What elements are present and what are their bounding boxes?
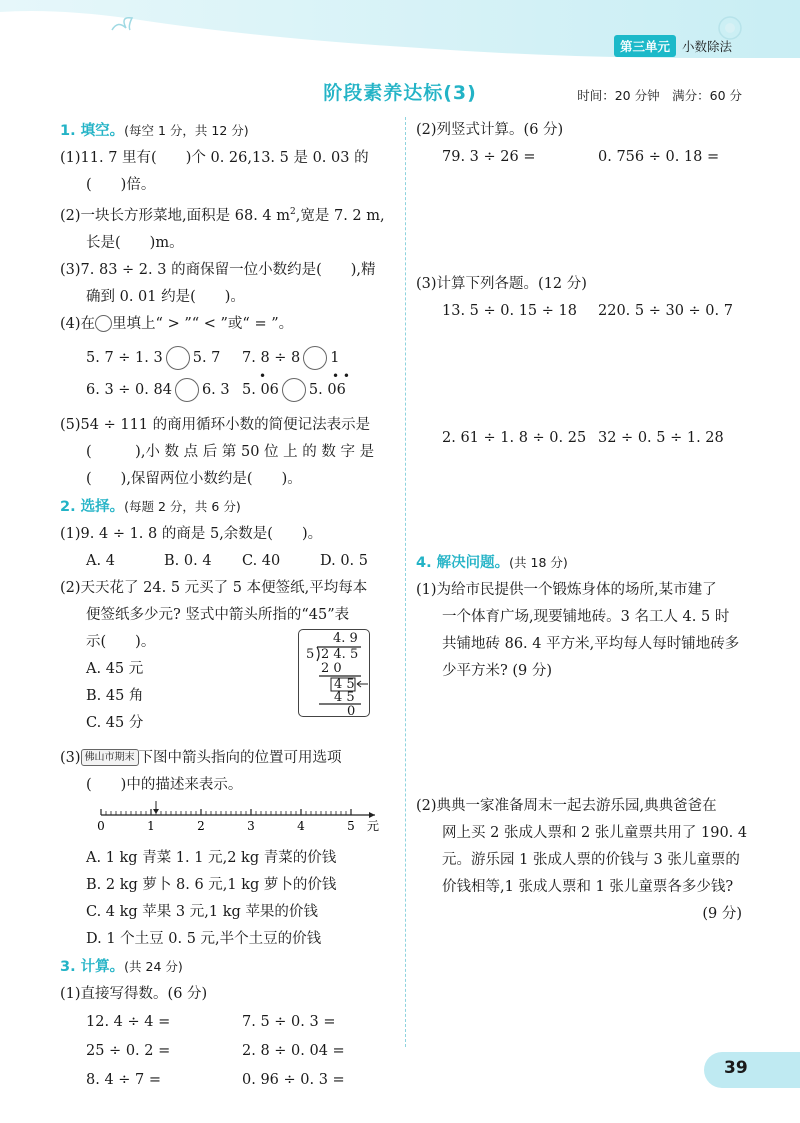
answer-circle[interactable] [282, 378, 306, 402]
page-title: 阶段素养达标(3) [323, 82, 477, 104]
oral-calc-item: 0. 96 ÷ 0. 3 = [242, 1071, 345, 1088]
option[interactable]: C. 45 分 [86, 714, 144, 731]
column-divider [405, 117, 406, 1047]
s2-q2-body [60, 629, 398, 737]
repeating-dot-icon: • [259, 368, 267, 383]
s1-q5-line3: ( ),保留两位小数约是( )。 [86, 470, 302, 487]
number-line-svg [96, 801, 396, 845]
oral-calc-item: 7. 5 ÷ 0. 3 = [242, 1013, 336, 1030]
s1-q4-text-b: 里填上“ > ”“ < ”或“ = ”。 [112, 315, 294, 332]
page-number-tab [704, 1052, 800, 1088]
compare-right: 5. 7 [192, 349, 221, 366]
division-remainder-45: 4 5 [334, 676, 355, 692]
division-subtract-1: 2 0 [321, 660, 342, 676]
section-1-title: 1. 填空。 [60, 123, 125, 139]
option[interactable]: A. 45 元 [86, 660, 144, 677]
s2-q3-number: (3) [60, 749, 81, 766]
section-3-header [60, 953, 398, 981]
option[interactable]: D. 1 个土豆 0. 5 元,半个土豆的价钱 [86, 930, 322, 947]
vertical-calc-item: 0. 756 ÷ 0. 18 = [598, 149, 720, 165]
axis-arrow-icon [369, 812, 375, 818]
division-dividend: 2 4. 5 [321, 646, 359, 662]
s3-part2-grid [416, 144, 754, 171]
page-number: 39 [724, 1058, 748, 1078]
option[interactable]: C. 40 [242, 552, 281, 569]
s2-q1-line: (1)9. 4 ÷ 1. 8 的商是 5,余数是( )。 [60, 525, 323, 542]
s2-q2-line1: (2)天天花了 24. 5 元买了 5 本便签纸,平均每本 [60, 579, 368, 596]
answer-circle[interactable] [303, 346, 327, 370]
answer-space[interactable] [416, 685, 754, 793]
compare-left: 6. 3 ÷ 0. 84 [86, 381, 172, 398]
s1-q1-line2: ( )倍。 [86, 177, 156, 193]
s4-q1-line2: 一个体育广场,现要铺地砖。3 名工人 4. 5 时 [442, 609, 730, 625]
compare-item [86, 342, 242, 374]
division-divisor: 5 [306, 646, 315, 662]
s1-q1-line1: (1)11. 7 里有( )个 0. 26,13. 5 是 0. 03 的 [60, 150, 369, 166]
compare-right: 1 [330, 349, 340, 366]
axis-unit-label: 元 [366, 818, 380, 833]
axis-tick-label: 1 [147, 818, 155, 833]
compare-item [242, 368, 398, 406]
s1-q2-line2: 长是( )m。 [86, 234, 184, 251]
answer-space[interactable] [416, 452, 754, 549]
s4-q1-line4: 少平方米? (9 分) [442, 663, 553, 679]
axis-tick-label: 0 [97, 818, 105, 833]
axis-tick-label: 5 [347, 818, 355, 833]
pointer-arrow-icon [153, 809, 159, 814]
s4-q2-score: (9 分) [702, 906, 742, 922]
section-1-header [60, 117, 398, 145]
option[interactable]: B. 0. 4 [164, 552, 212, 569]
answer-space[interactable] [416, 325, 754, 425]
s2-q3-line2: ( )中的描述来表示。 [86, 776, 243, 793]
s1-q5-line1: (5)54 ÷ 111 的商用循环小数的简便记法表示是 [60, 416, 371, 433]
s4-q2-line2: 网上买 2 张成人票和 2 张儿童票共用了 190. 4 [442, 825, 748, 841]
long-division-box [298, 629, 370, 717]
section-4-title: 4. 解决问题。 [416, 555, 510, 571]
s1-q3-line2: 确到 0. 01 约是( )。 [86, 288, 245, 305]
number-line [60, 801, 398, 845]
option[interactable]: A. 1 kg 青菜 1. 1 元,2 kg 青菜的价钱 [86, 849, 337, 866]
s1-q5-line2: ( ),小 数 点 后 第 50 位 上 的 数 字 是 [86, 443, 375, 460]
option[interactable]: C. 4 kg 苹果 3 元,1 kg 苹果的价钱 [86, 903, 318, 920]
option[interactable]: A. 4 [86, 552, 115, 569]
s1-q2-text-a: (2)一块长方形菜地,面积是 68. 4 m [60, 207, 291, 224]
compare-right: 5. 06 [308, 381, 346, 398]
axis-tick-label: 3 [247, 818, 255, 833]
calc-item: 2. 61 ÷ 1. 8 ÷ 0. 25 [442, 430, 587, 446]
time-info: 时间：20 分钟 满分：60 分 [577, 88, 742, 103]
calc-item: 32 ÷ 0. 5 ÷ 1. 28 [598, 430, 724, 446]
section-4-header [416, 549, 754, 577]
s4-q1-line1: (1)为给市民提供一个锻炼身体的场所,某市建了 [416, 582, 717, 598]
section-4-note: (共 18 分) [509, 555, 568, 570]
option[interactable]: D. 0. 5 [320, 552, 368, 569]
compare-left: 5. 06 [242, 381, 279, 398]
s4-q2-line3: 元。游乐园 1 张成人票的价钱与 3 张儿童票的 [442, 852, 740, 868]
axis-tick-label: 4 [297, 818, 305, 833]
compare-left: 7. 8 ÷ 8 [242, 349, 301, 366]
s2-q2-line2: 便签纸多少元? 竖式中箭头所指的“45”表 [86, 606, 350, 623]
s3-part3-title: (3)计算下列各题。(12 分) [416, 276, 587, 292]
s3-part1-grid [60, 1008, 398, 1095]
answer-circle-icon [95, 315, 112, 332]
s3-part3-row2 [416, 425, 754, 452]
axis-tick-label: 2 [197, 818, 205, 833]
s4-q2-line1: (2)典典一家准备周末一起去游乐园,典典爸爸在 [416, 798, 717, 814]
compare-left: 5. 7 ÷ 1. 3 [86, 349, 163, 366]
s3-part2-title: (2)列竖式计算。(6 分) [416, 122, 564, 138]
vertical-calc-item: 79. 3 ÷ 26 = [442, 149, 536, 165]
s2-q3-line1 [60, 745, 398, 772]
answer-circle[interactable] [166, 346, 190, 370]
answer-space[interactable] [416, 171, 754, 271]
s2-q1-options [60, 548, 398, 575]
oral-calc-item: 8. 4 ÷ 7 = [86, 1071, 162, 1088]
s3-part1-title: (1)直接写得数。(6 分) [60, 985, 208, 1002]
option[interactable]: B. 45 角 [86, 687, 144, 704]
calc-item: 220. 5 ÷ 30 ÷ 0. 7 [598, 303, 733, 319]
oral-calc-item: 2. 8 ÷ 0. 04 = [242, 1042, 345, 1059]
repeating-dots-icon: • • [332, 368, 350, 383]
division-quotient: 4. 9 [333, 630, 358, 646]
s1-q2-text-b: ,宽是 7. 2 m, [295, 207, 385, 224]
oral-calc-item: 12. 4 ÷ 4 = [86, 1013, 171, 1030]
s2-q3-text: 下图中箭头指向的位置可用选项 [138, 749, 342, 766]
calc-item: 13. 5 ÷ 0. 15 ÷ 18 [442, 303, 577, 319]
s4-q1-line3: 共铺地砖 86. 4 平方米,平均每人每时铺地砖多 [442, 636, 740, 652]
division-subtract-2: 4 5 [334, 689, 355, 705]
section-2-title: 2. 选择。 [60, 498, 125, 515]
unit-label: 第三单元 [614, 35, 676, 57]
oral-calc-item: 25 ÷ 0. 2 = [86, 1042, 171, 1059]
unit-tab [614, 35, 732, 57]
unit-topic: 小数除法 [681, 39, 732, 54]
compare-right: 6. 3 [201, 381, 230, 398]
s1-q2-line1 [60, 199, 398, 230]
s1-q4-compare-grid [60, 342, 398, 406]
s1-q3-line1: (3)7. 83 ÷ 2. 3 的商保留一位小数约是( ),精 [60, 261, 376, 278]
s1-q2-superscript: 2 [290, 207, 296, 217]
s4-q2-line4: 价钱相等,1 张成人票和 1 张儿童票各多少钱? [442, 879, 734, 895]
left-column [60, 117, 398, 1095]
compare-item [86, 374, 242, 406]
section-2-header [60, 493, 398, 521]
right-column [416, 117, 754, 928]
s1-q4-line [60, 311, 398, 338]
section-1-note: (每空 1 分，共 12 分) [124, 123, 249, 138]
answer-circle[interactable] [175, 378, 199, 402]
s1-q4-text-a: (4)在 [60, 315, 96, 332]
s3-part3-row1 [416, 298, 754, 325]
section-3-note: (共 24 分) [124, 958, 183, 974]
division-final: 0 [347, 703, 356, 719]
section-3-title: 3. 计算。 [60, 958, 125, 975]
option[interactable]: B. 2 kg 萝卜 8. 6 元,1 kg 萝卜的价钱 [86, 876, 337, 893]
section-2-note: (每题 2 分，共 6 分) [124, 498, 241, 514]
s2-q2-line3: 示( )。 [86, 633, 156, 650]
source-tag: 佛山市期末 [81, 749, 139, 766]
